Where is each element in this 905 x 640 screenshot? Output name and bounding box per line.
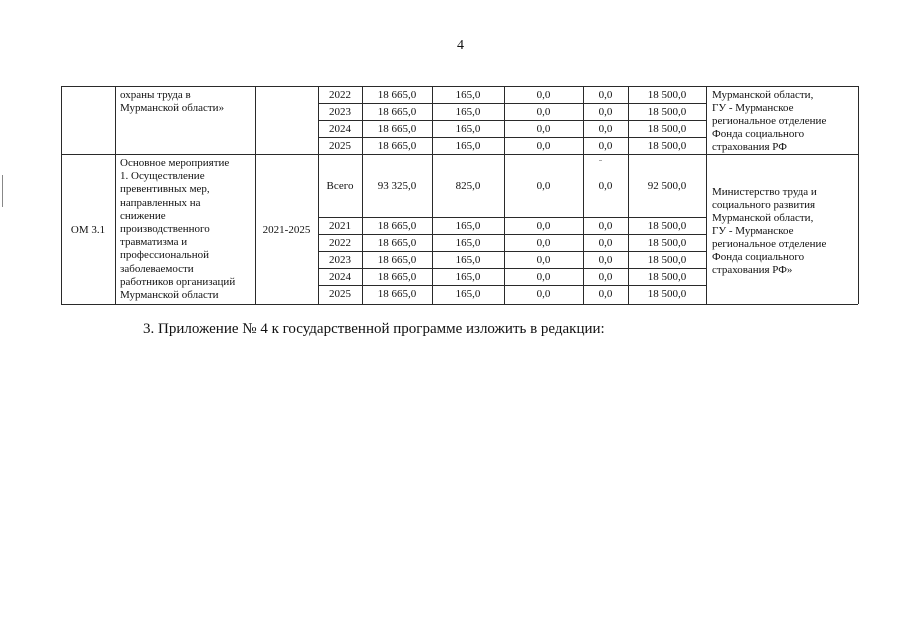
measure-period: 2021-2025 [262, 224, 311, 236]
main-cell-other: 18 500,0 [647, 237, 687, 249]
main-row-line-4 [318, 285, 706, 286]
main-executor-line: Фонда социального [712, 251, 805, 263]
main-cell-total: 18 665,0 [377, 220, 417, 232]
page-number: 4 [457, 38, 464, 53]
top-cell-total: 18 665,0 [377, 140, 417, 152]
top-row-line-2 [318, 137, 706, 138]
main-cell-c4: 0,0 [598, 220, 613, 232]
main-cell-fed: 165,0 [455, 237, 481, 249]
column-border-9 [706, 86, 707, 304]
main-cell-year: 2021 [329, 220, 351, 232]
main-cell-other: 18 500,0 [647, 220, 687, 232]
measure-name-line: 1. Осуществление [120, 170, 205, 183]
measure-name-line: работников организаций [120, 275, 236, 288]
measure-name-line: производственного [120, 223, 210, 235]
main-cell-c3: 0,0 [536, 288, 551, 300]
total-cell-year: Всего [326, 180, 354, 192]
column-border-1 [115, 86, 116, 304]
main-cell-fed: 165,0 [455, 288, 481, 300]
measure-name-line: профессиональной [120, 249, 209, 262]
scan-margin-mark [2, 175, 3, 207]
main-cell-total: 18 665,0 [377, 254, 417, 266]
main-row-line-3 [318, 268, 706, 269]
main-cell-other: 18 500,0 [647, 271, 687, 283]
main-executor-line: ГУ - Мурманское [712, 225, 794, 237]
main-cell-fed: 165,0 [455, 271, 481, 283]
top-name-line: охраны труда в [120, 89, 191, 101]
main-cell-year: 2025 [329, 288, 351, 300]
main-executor-line: социального развития [712, 199, 816, 211]
top-cell-total: 18 665,0 [377, 123, 417, 135]
top-cell-c3: 0,0 [536, 140, 551, 152]
total-cell-other: 92 500,0 [647, 180, 687, 192]
main-cell-total: 18 665,0 [377, 288, 417, 300]
top-cell-c4: 0,0 [598, 106, 613, 118]
main-cell-year: 2024 [329, 271, 351, 283]
top-cell-c4: 0,0 [598, 123, 613, 135]
main-cell-fed: 165,0 [455, 254, 481, 266]
main-cell-year: 2022 [329, 237, 351, 249]
top-executor-line: региональное отделение [712, 115, 827, 127]
total-cell-total: 93 325,0 [377, 180, 417, 192]
top-cell-c3: 0,0 [536, 123, 551, 135]
top-cell-year: 2023 [329, 106, 351, 118]
measure-name-line: Мурманской области [120, 289, 219, 301]
table-top-border [61, 86, 858, 87]
top-executor-line: ГУ - Мурманское [712, 102, 794, 114]
top-cell-fed: 165,0 [455, 89, 481, 101]
main-row-line-1 [318, 234, 706, 235]
total-cell-fed: 825,0 [455, 180, 481, 192]
measure-code: ОМ 3.1 [70, 224, 106, 236]
top-cell-other: 18 500,0 [647, 106, 687, 118]
top-cell-fed: 165,0 [455, 106, 481, 118]
main-cell-c3: 0,0 [536, 220, 551, 232]
measure-name-line: направленных на [120, 196, 201, 209]
top-cell-other: 18 500,0 [647, 140, 687, 152]
table-bottom-border [61, 304, 858, 305]
amendment-item-3: 3. Приложение № 4 к государственной программе изложить в редакции: [143, 321, 605, 337]
top-executor-line: Фонда социального [712, 128, 805, 140]
top-cell-total: 18 665,0 [377, 106, 417, 118]
top-cell-c4: 0,0 [598, 89, 613, 101]
main-executor-line: страхования РФ» [712, 264, 793, 276]
main-cell-c3: 0,0 [536, 254, 551, 266]
main-cell-c4: 0,0 [598, 271, 613, 283]
top-cell-c3: 0,0 [536, 106, 551, 118]
total-cell-c3: 0,0 [536, 180, 551, 192]
main-cell-year: 2023 [329, 254, 351, 266]
main-cell-other: 18 500,0 [647, 254, 687, 266]
main-executor-line: Министерство труда и [712, 186, 817, 198]
main-cell-other: 18 500,0 [647, 288, 687, 300]
main-executor-line: региональное отделение [712, 238, 827, 250]
top-cell-c4: 0,0 [598, 140, 613, 152]
main-cell-c4: 0,0 [598, 254, 613, 266]
measure-name-line: превентивных мер, [120, 183, 210, 196]
main-cell-c4: 0,0 [598, 237, 613, 249]
section-divider [61, 154, 858, 155]
main-row-line-2 [318, 251, 706, 252]
main-cell-c4: 0,0 [598, 288, 613, 300]
column-border-10 [858, 86, 859, 304]
top-cell-year: 2022 [329, 89, 351, 101]
main-row-line-0 [318, 217, 706, 218]
top-name-line: Мурманской области» [120, 102, 225, 114]
measure-name-line: снижение [120, 209, 166, 222]
main-cell-c3: 0,0 [536, 237, 551, 249]
main-executor-line: Мурманской области, [712, 212, 814, 224]
column-border-0 [61, 86, 62, 304]
top-cell-fed: 165,0 [455, 123, 481, 135]
scan-speck [599, 160, 602, 161]
top-cell-year: 2025 [329, 140, 351, 152]
top-row-line-0 [318, 103, 706, 104]
top-cell-year: 2024 [329, 123, 351, 135]
top-cell-other: 18 500,0 [647, 123, 687, 135]
main-cell-total: 18 665,0 [377, 237, 417, 249]
main-cell-c3: 0,0 [536, 271, 551, 283]
top-cell-fed: 165,0 [455, 140, 481, 152]
measure-name-line: Основное мероприятие [120, 157, 230, 169]
top-cell-other: 18 500,0 [647, 89, 687, 101]
column-border-2 [255, 86, 256, 304]
total-cell-c4: 0,0 [598, 180, 613, 192]
measure-name-line: заболеваемости [120, 262, 194, 275]
main-cell-fed: 165,0 [455, 220, 481, 232]
top-executor-line: Мурманской области, [712, 89, 814, 101]
main-cell-total: 18 665,0 [377, 271, 417, 283]
measure-name-line: травматизма и [120, 236, 188, 249]
top-executor-line: страхования РФ [712, 141, 787, 153]
top-row-line-1 [318, 120, 706, 121]
top-cell-total: 18 665,0 [377, 89, 417, 101]
top-cell-c3: 0,0 [536, 89, 551, 101]
